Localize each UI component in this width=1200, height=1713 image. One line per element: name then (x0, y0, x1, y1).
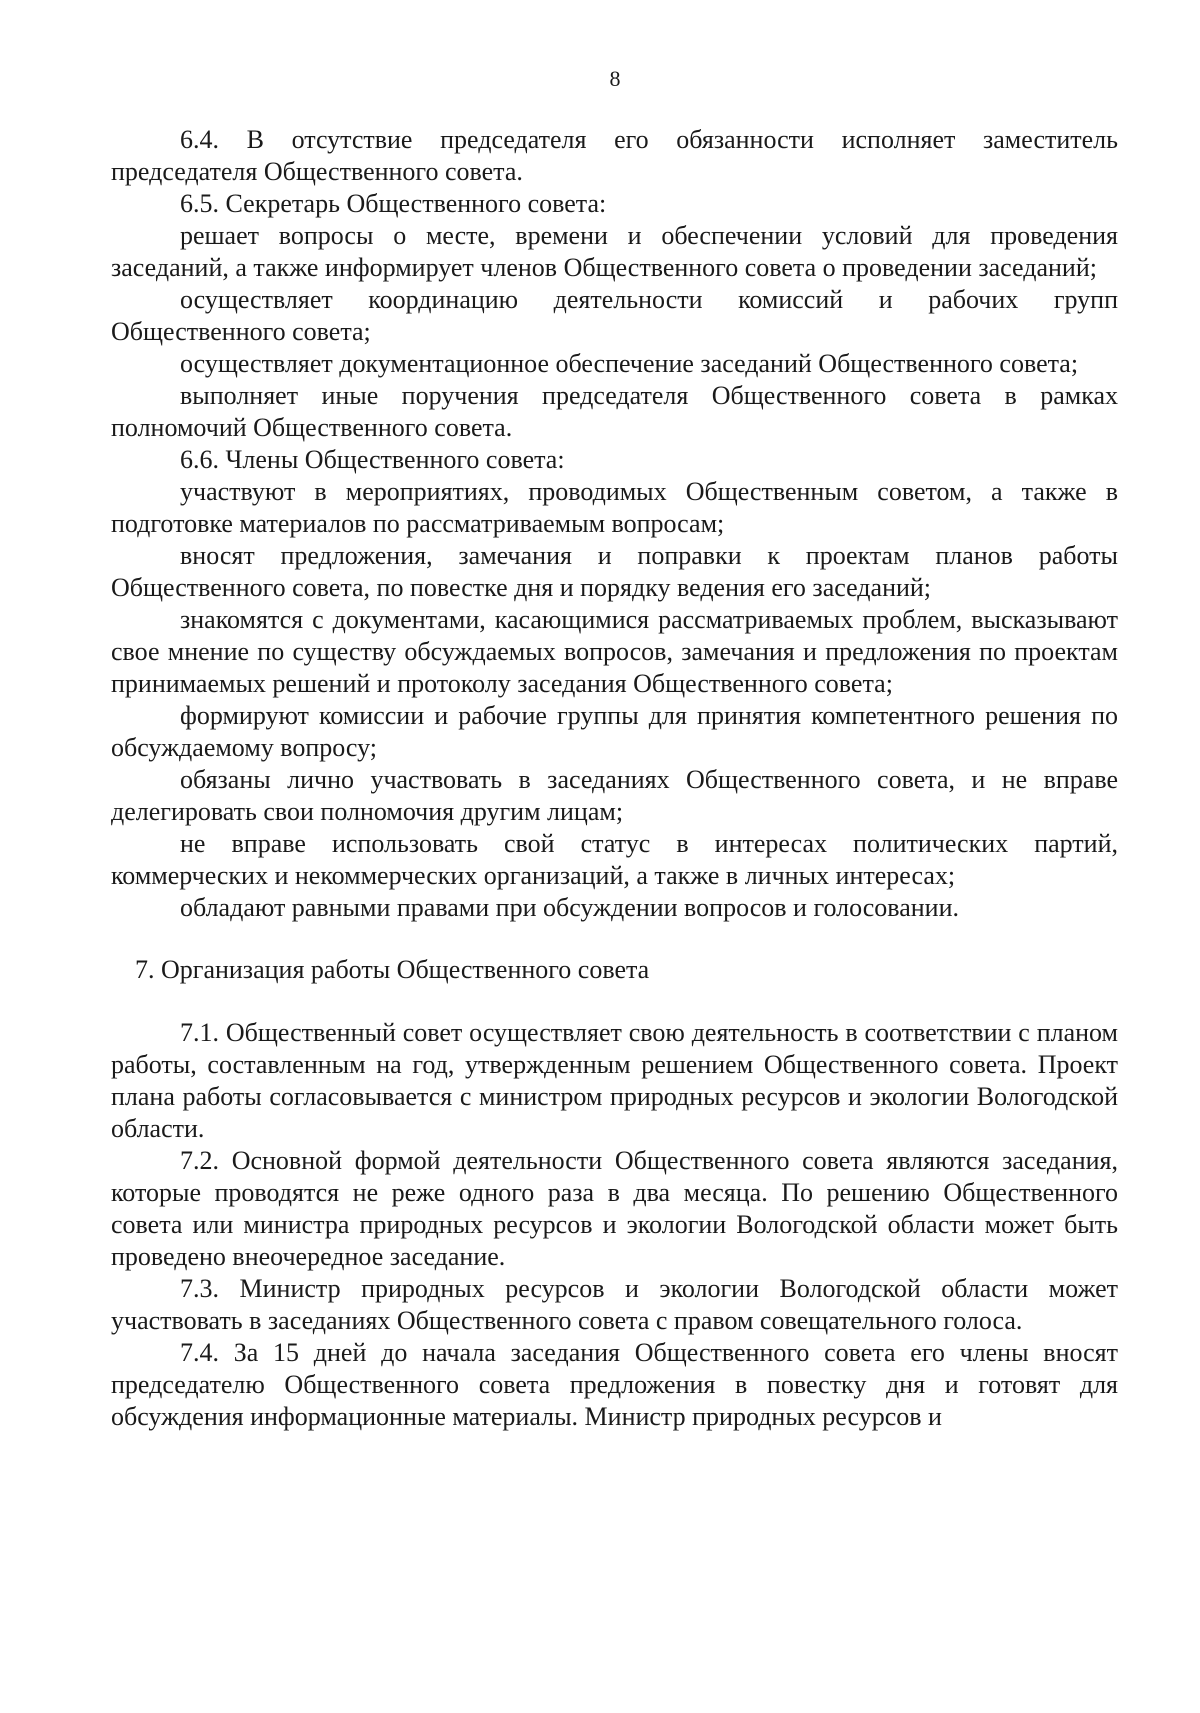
paragraph-secretary-duty-3: осуществляет документационное обеспечение заседаний Общественного совета; (180, 349, 1079, 378)
paragraph-secretary-duty-1: решает вопросы о месте, времени и обеспечении условий для проведения заседаний, а также информирует членов Общественного совета о проведении заседаний; (111, 221, 1118, 282)
paragraph-7-3: 7.3. Министр природных ресурсов и экологии Вологодской области может участвовать в заседаниях Общественного совета с правом совещательного голоса. (111, 1274, 1118, 1335)
paragraph-6-4: 6.4. В отсутствие председателя его обязанности исполняет заместитель председателя Общественного совета. (111, 125, 1118, 186)
paragraph-member-duty-5: обязаны лично участвовать в заседаниях Общественного совета, и не вправе делегировать свои полномочия другим лицам; (111, 765, 1118, 826)
paragraph-member-duty-6: не вправе использовать свой статус в интересах политических партий, коммерческих и некоммерческих организаций, а также в личных интересах; (111, 829, 1118, 890)
document-body (111, 124, 1118, 1433)
paragraph-member-duty-7: обладают равными правами при обсуждении вопросов и голосовании. (180, 893, 959, 922)
paragraph-7-1: 7.1. Общественный совет осуществляет свою деятельность в соответствии с планом работы, составленным на год, утвержденным решением Общественного совета. Проект плана работы согласовывается с министром природных ресурсов и экологии Вологодской области. (111, 1018, 1118, 1143)
section-heading: 7. Организация работы Общественного совета (135, 955, 650, 984)
paragraph-secretary-duty-2: осуществляет координацию деятельности комиссий и рабочих групп Общественного совета; (111, 285, 1118, 346)
paragraph-member-duty-3: знакомятся с документами, касающимися рассматриваемых проблем, высказывают свое мнение по существу обсуждаемых вопросов, замечания и предложения по проектам принимаемых решений и протоколу заседания Общественного совета; (111, 605, 1118, 698)
paragraph-7-2: 7.2. Основной формой деятельности Общественного совета являются заседания, которые проводятся не реже одного раза в два месяца. По решению Общественного совета или министра природных ресурсов и экологии Вологодской области может быть проведено внеочередное заседание. (111, 1146, 1118, 1271)
page-number: 8 (609, 66, 621, 91)
paragraph-member-duty-4: формируют комиссии и рабочие группы для принятия компетентного решения по обсуждаемому вопросу; (111, 701, 1118, 762)
paragraph-7-4: 7.4. За 15 дней до начала заседания Общественного совета его члены вносят председателю Общественного совета предложения в повестку дня и готовят для обсуждения информационные материалы. Министр природных ресурсов и (111, 1338, 1118, 1431)
paragraph-member-duty-2: вносят предложения, замечания и поправки к проектам планов работы Общественного совета, по повестке дня и порядку ведения его заседаний; (111, 541, 1118, 602)
paragraph-6-5: 6.5. Секретарь Общественного совета: (180, 189, 607, 218)
paragraph-member-duty-1: участвуют в мероприятиях, проводимых Общественным советом, а также в подготовке материалов по рассматриваемым вопросам; (111, 477, 1118, 538)
paragraph-secretary-duty-4: выполняет иные поручения председателя Общественного совета в рамках полномочий Общественного совета. (111, 381, 1118, 442)
paragraph-6-6: 6.6. Члены Общественного совета: (180, 445, 565, 474)
